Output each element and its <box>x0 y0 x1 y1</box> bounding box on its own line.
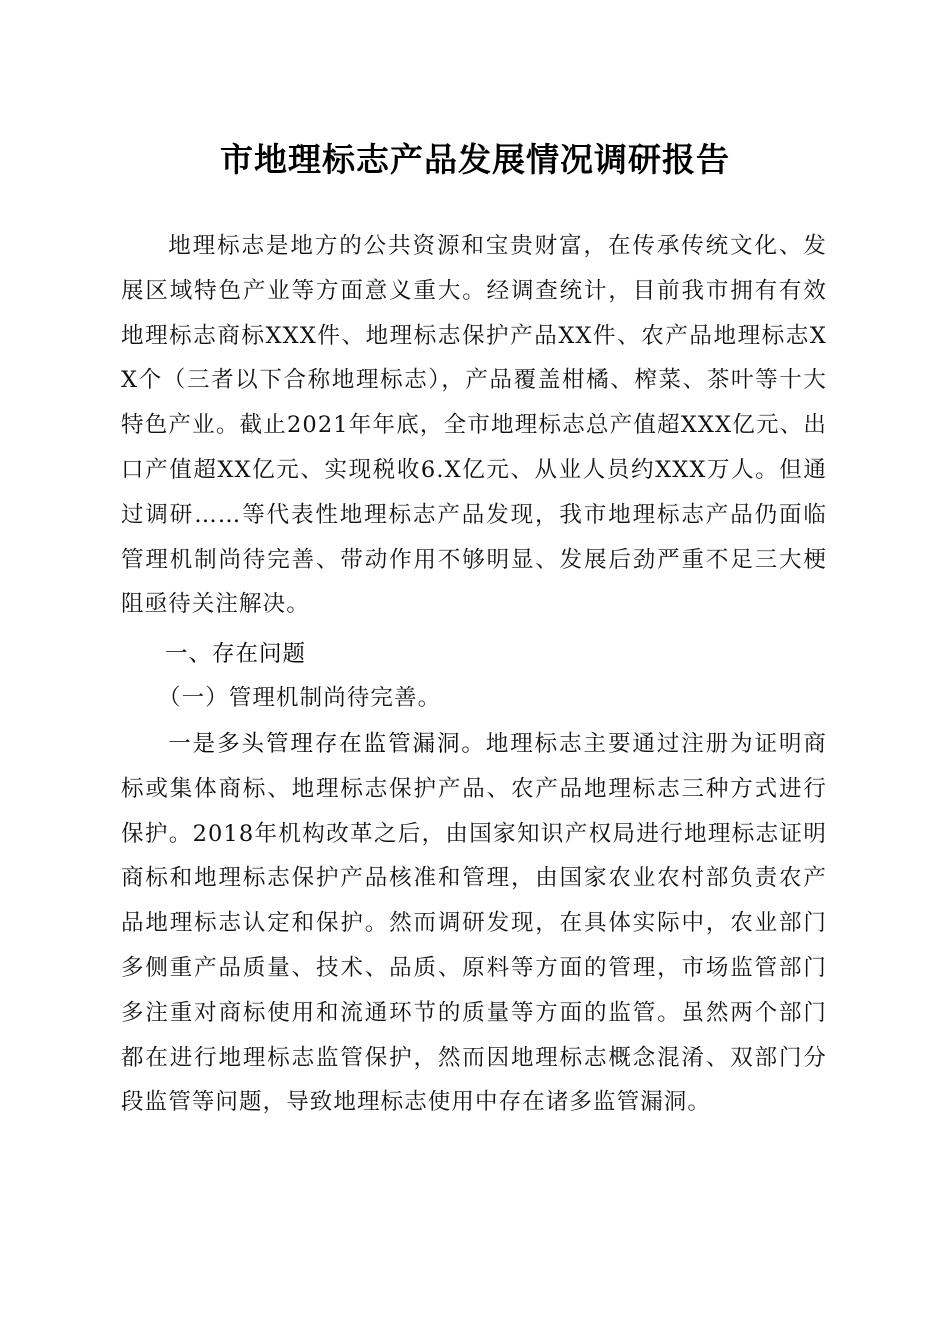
intro-paragraph-block <box>121 224 827 627</box>
paragraph-body-text: 地理标志主要通过注册为证明商标或集体商标、地理标志保护产品、农产品地理标志三种方式进行保护。2018年机构改革之后，由国家知识产权局进行地理标志证明商标和地理标志保护产品核准和管理，由国家农业农村部负责农产品地理标志认定和保护。然而调研发现，在具体实际中，农业部门多侧重产品质量、技术、品质、原料等方面的管理，市场监管部门多注重对商标使用和流通环节的质量等方面的监管。虽然两个部门都在进行地理标志监管保护，然而因地理标志概念混淆、双部门分段监管等问题，导致地理标志使用中存在诸多监管漏洞。 <box>121 731 827 1116</box>
intro-paragraph: 地理标志是地方的公共资源和宝贵财富，在传承传统文化、发展区域特色产业等方面意义重大。经调查统计，目前我市拥有有效地理标志商标XXX件、地理标志保护产品XX件、农产品地理标志XX个（三者以下合称地理标志），产品覆盖柑橘、榨菜、茶叶等十大特色产业。截止2021年年底，全市地理标志总产值超XXX亿元、出口产值超XX亿元、实现税收6.X亿元、从业人员约XXX万人。但通过调研……等代表性地理标志产品发现，我市地理标志产品仍面临管理机制尚待完善、带动作用不够明显、发展后劲严重不足三大梗阻亟待关注解决。 <box>121 233 827 618</box>
document-title: 市地理标志产品发展情况调研报告 <box>220 140 730 179</box>
section-heading: 一、存在问题 <box>165 641 307 667</box>
body-paragraph <box>121 722 827 1125</box>
paragraph-lead-sentence: 一是多头管理存在监管漏洞。 <box>168 731 486 757</box>
paragraph-block <box>121 722 827 1125</box>
subsection-heading: （一）管理机制尚待完善。 <box>158 685 442 711</box>
